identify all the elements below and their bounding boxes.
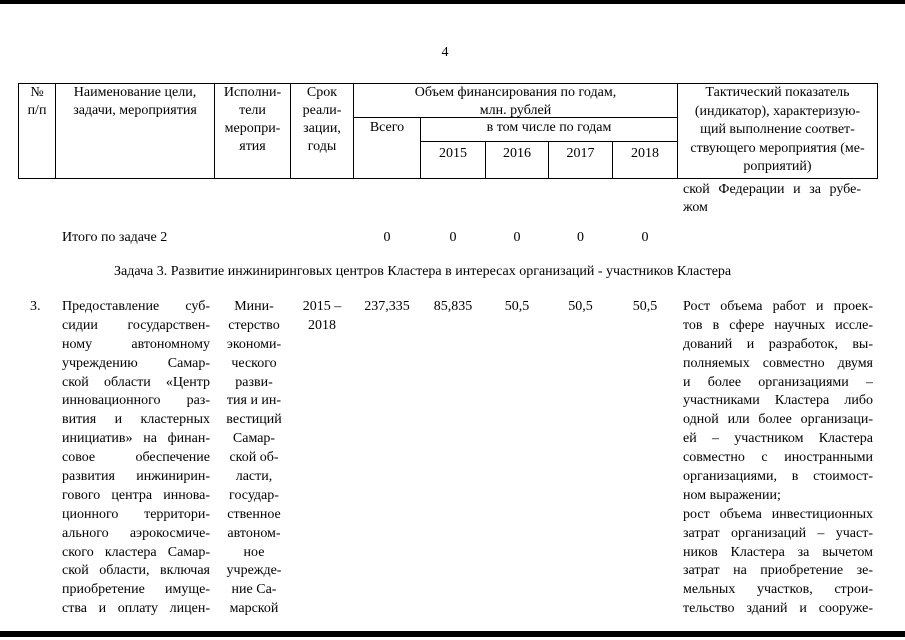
row3-total: 237,335 [364,299,410,314]
header-incl-years: в том числе по годам [486,120,612,135]
total-task2-2015: 0 [449,230,457,245]
header-year-2018: 2018 [631,146,659,161]
total-task2-2016: 0 [513,230,521,245]
row3-indicator: Рост объема работ и проек- тов в сфере научных иссле- дований и разработок, вы- полняемых совместно двумя и более организациями – участниками Кластера либо одной или более организаци- ей – участником Кластера совместно с иностранными организациями, в стоимост- ном выражении; рост объема инвестиционных затрат организаций – участ- ников Кластера за вычетом затрат на приобретение зе- мельных участков, строи- тельство зданий и сооруже- [683,299,873,617]
total-task2-2018: 0 [641,230,649,245]
header-indicator: Тактический показатель (индикатор), характеризую- щий выполнение соответ- ствующего мероприятия (ме- роприятий) [690,85,865,174]
total-task2-2017: 0 [577,230,584,245]
header-executors: Исполни- тели меропри- ятия [223,85,282,154]
header-num: № п/п [27,85,47,118]
row3-2015: 85,835 [433,299,473,314]
header-funding: Объем финансирования по годам, млн. рублей [414,85,617,118]
total-task2-label: Итого по задаче 2 [62,230,168,245]
table-header-bottom-line [18,178,878,179]
total-task2-total: 0 [383,230,391,245]
row3-term: 2015 – 2018 [302,299,342,333]
header-total: Всего [369,120,405,135]
header-year-2016: 2016 [503,146,531,161]
row3-name: Предоставление суб- сидии государствен- ному автономному учреждению Самар- ской области «Центр инновационного раз- вития и кластерных инициатив» на финан- совое обеспечение развития инжинирин- гового центра иннова- ционного территори- ального аэрокосмиче- ского кластера Самар- ской области, включая приобретение имуще- ства и оплату лицен- [62,299,210,617]
header-term: Срок реали- зации, годы [302,85,342,154]
row3-executors: Мини- стерство экономи- ческого разви- тия и ин- вестиций Самар- ской об- ласти, государ- ственное автоном- ное учрежде- ние Са- марской [226,299,282,617]
header-year-2015: 2015 [439,146,467,161]
table-right-border [877,83,878,179]
header-year-2017: 2017 [566,146,595,161]
row3-2017: 50,5 [568,299,593,314]
row3-num: 3. [30,299,41,314]
page-number: 4 [441,45,449,60]
row3-2018: 50,5 [632,299,658,314]
carryover-text: ской Федерации и за рубе- жом [683,182,861,215]
bottom-scan-border [0,631,905,637]
top-scan-border [0,0,905,4]
row3-2016: 50,5 [504,299,530,314]
task3-title: Задача 3. Развитие инжиниринговых центров Кластера в интересах организаций - участников Кластера [114,264,732,279]
header-name: Наименование цели, задачи, мероприятия [73,85,197,118]
